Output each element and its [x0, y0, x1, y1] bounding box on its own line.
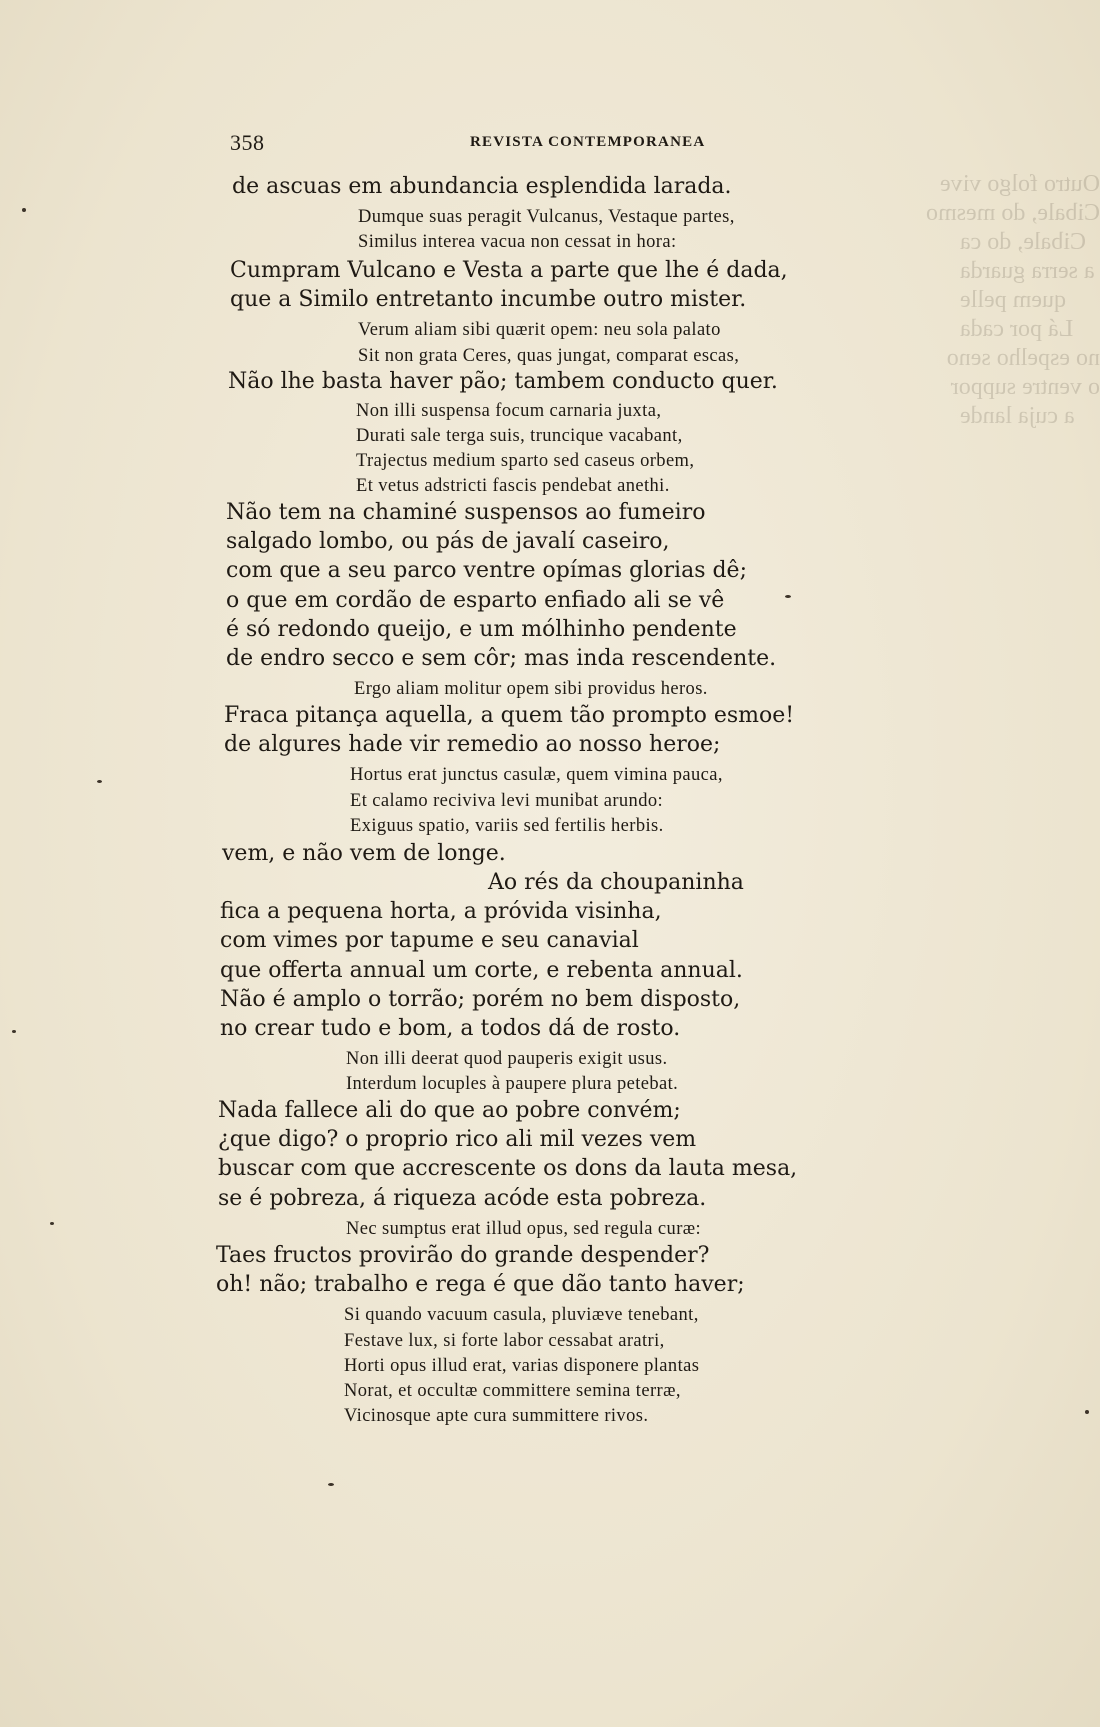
portuguese-line: buscar com que accrescente os dons da lauta mesa, [218, 1156, 798, 1181]
bleed-line: o ventre suppor [950, 374, 1100, 400]
portuguese-line: com que a seu parco ventre opímas glorias dê; [226, 558, 747, 583]
portuguese-line: ¿que digo? o proprio rico ali mil vezes vem [218, 1127, 697, 1152]
portuguese-line: se é pobreza, á riqueza acóde esta pobreza. [218, 1186, 707, 1211]
latin-line: Interdum locuples à paupere plura petebat. [346, 1074, 679, 1094]
latin-line: Hortus erat junctus casulæ, quem vimina pauca, [350, 765, 723, 785]
bleed-through-text [926, 170, 1100, 730]
latin-line: Non illi deerat quod pauperis exigit usus. [346, 1049, 668, 1069]
latin-line: Sit non grata Ceres, quas jungat, comparat escas, [358, 346, 740, 366]
portuguese-line: Não tem na chaminé suspensos ao fumeiro [226, 500, 706, 525]
bleed-line: a serra guarda [960, 258, 1095, 284]
latin-line: Non illi suspensa focum carnaria juxta, [356, 401, 662, 421]
portuguese-line: Taes fructos provirão do grande despender? [216, 1243, 710, 1268]
portuguese-line: de algures hade vir remedio ao nosso heroe; [224, 732, 721, 757]
latin-line: Festave lux, si forte labor cessabat aratri, [344, 1331, 665, 1351]
running-title: REVISTA CONTEMPORANEA [470, 134, 706, 150]
latin-line: Durati sale terga suis, truncique vacabant, [356, 426, 683, 446]
paper-speck [22, 208, 26, 212]
portuguese-line: Não é amplo o torrão; porém no bem disposto, [220, 987, 741, 1012]
portuguese-line: é só redondo queijo, e um mólhinho pendente [226, 617, 737, 642]
portuguese-line: Não lhe basta haver pão; tambem conducto quer. [228, 369, 778, 394]
latin-line: Et vetus adstricti fascis pendebat anethi. [356, 476, 670, 496]
portuguese-line: de endro secco e sem côr; mas inda rescendente. [226, 646, 777, 671]
page-number: 358 [230, 130, 265, 155]
latin-line: Si quando vacuum casula, pluviæve tenebant, [344, 1305, 699, 1325]
page-header [230, 130, 930, 160]
portuguese-line: Fraca pitança aquella, a quem tão prompto esmoe! [224, 703, 795, 728]
paper-speck [97, 780, 102, 783]
portuguese-line: salgado lombo, ou pás de javalí caseiro, [226, 529, 670, 554]
portuguese-line: que a Similo entretanto incumbe outro mister. [230, 287, 747, 312]
portuguese-line: Nada fallece ali do que ao pobre convém; [218, 1098, 681, 1123]
portuguese-line: com vimes por tapume e seu canavial [220, 928, 639, 953]
bleed-line: Lá por cada [960, 316, 1074, 342]
portuguese-line: Cumpram Vulcano e Vesta a parte que lhe é dada, [230, 258, 788, 283]
paper-speck [12, 1030, 16, 1033]
latin-line: Verum aliam sibi quærit opem: neu sola palato [358, 320, 721, 340]
portuguese-line: oh! não; trabalho e rega é que dão tanto haver; [216, 1272, 745, 1297]
latin-line: Exiguus spatio, variis sed fertilis herbis. [350, 816, 664, 836]
bleed-line: no espelho seno [946, 345, 1100, 371]
paper-speck [328, 1483, 334, 1486]
portuguese-line: de ascuas em abundancia esplendida larada. [232, 174, 732, 199]
paper-speck [50, 1222, 54, 1225]
portuguese-line: que offerta annual um corte, e rebenta annual. [220, 958, 743, 983]
latin-line: Et calamo reciviva levi munibat arundo: [350, 791, 664, 811]
portuguese-line: fica a pequena horta, a próvida visinha, [220, 899, 662, 924]
bleed-line: Cibale, do mesmo [926, 200, 1100, 226]
paper-speck [1085, 1410, 1089, 1414]
bleed-line: Outro folgo vive [940, 171, 1100, 197]
bleed-line: a cuja lande [960, 403, 1075, 429]
latin-line: Norat, et occultæ committere semina terræ, [344, 1381, 681, 1401]
latin-line: Dumque suas peragit Vulcanus, Vestaque partes, [358, 207, 735, 227]
portuguese-line: no crear tudo e bom, a todos dá de rosto. [220, 1016, 681, 1041]
bleed-line: quem pelle [960, 287, 1066, 313]
latin-line: Vicinosque apte cura summittere rivos. [344, 1406, 649, 1426]
latin-line: Horti opus illud erat, varias disponere plantas [344, 1356, 700, 1376]
portuguese-line: vem, e não vem de longe. [222, 841, 506, 866]
latin-line: Trajectus medium sparto sed caseus orbem, [356, 451, 695, 471]
bleed-line: Cibale, do ca [960, 229, 1086, 255]
latin-line: Similus interea vacua non cessat in hora: [358, 232, 677, 252]
latin-line: Ergo aliam molitur opem sibi providus heros. [354, 679, 708, 699]
portuguese-line: Ao rés da choupaninha [488, 870, 744, 895]
latin-line: Nec sumptus erat illud opus, sed regula curæ: [346, 1219, 702, 1239]
portuguese-line: o que em cordão de esparto enfiado ali se vê [226, 588, 725, 613]
paper-speck [785, 595, 791, 598]
